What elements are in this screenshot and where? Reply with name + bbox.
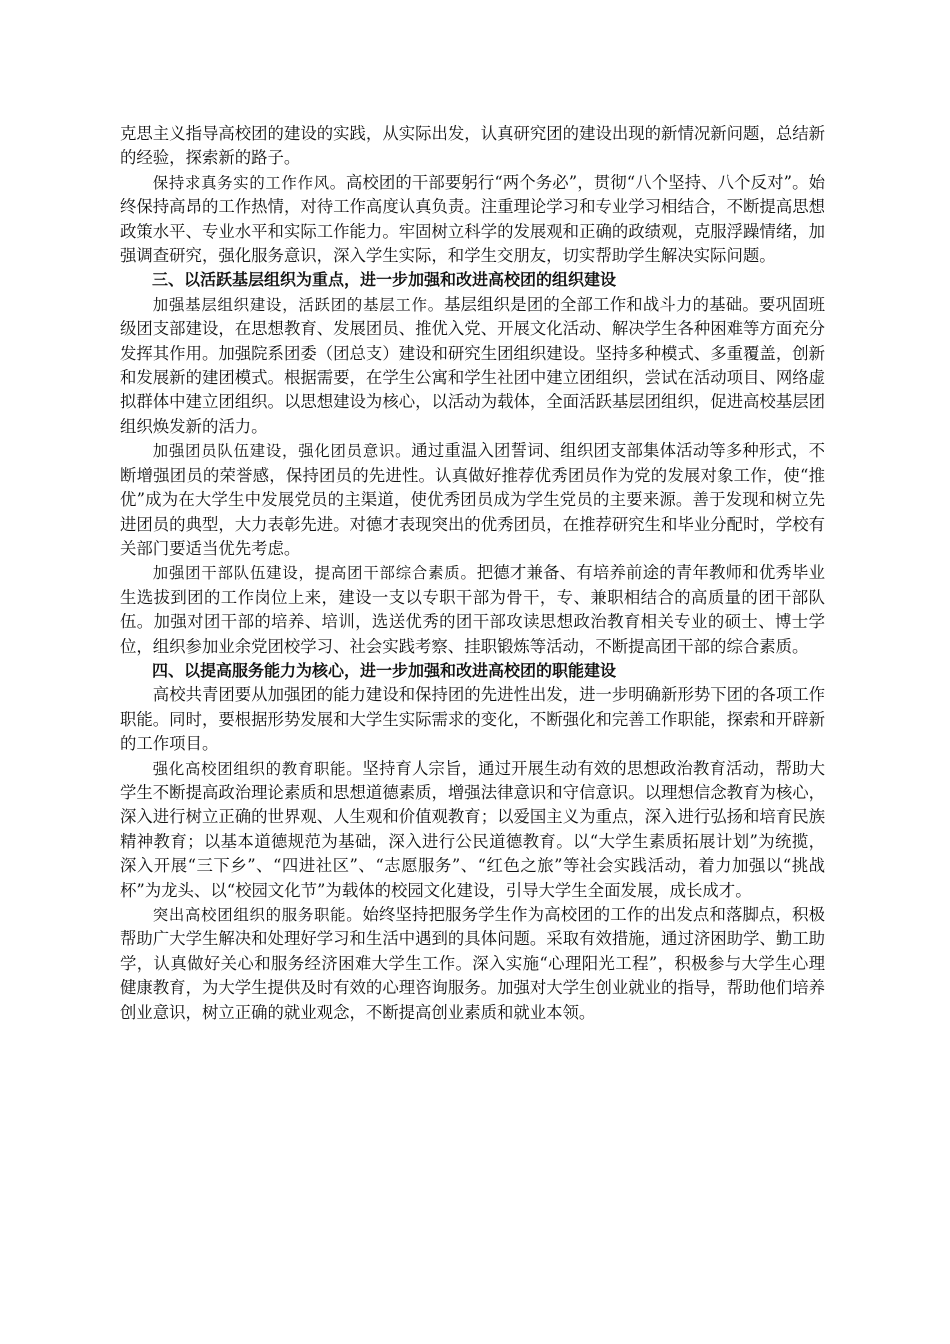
paragraph-text: 高校团的干部要躬行“两个务必”，贯彻“八个坚持、八个反对”。始终保持高昂的工作热情，对待工作高度认真负责。注重理论学习和专业学习相结合，不断提高思想政策水平、专业水平和实际工作能力。牢固树立科学的发展观和正确的政绩观，克服浮躁情绪，加强调查研究，强化服务意识，深入学生实际，和学生交朋友，切实帮助学生解决实际问题。 <box>120 172 825 266</box>
paragraph-continuation <box>120 122 825 171</box>
paragraph-lead: 加强团干部队伍建设，提高团干部综合素质。 <box>152 564 477 583</box>
paragraph-text: 始终坚持把服务学生作为高校团的工作的出发点和落脚点，积极帮助广大学生解决和处理好学习和生活中遇到的具体问题。采取有效措施，通过济困助学、勤工助学，认真做好关心和服务经济困难大学生工作。深入实施“心理阳光工程”，积极参与大学生心理健康教育，为大学生提供及时有效的心理咨询服务。加强对大学生创业就业的指导，帮助他们培养创业意识，树立正确的就业观念，不断提高创业素质和就业本领。 <box>120 905 825 1022</box>
paragraph-grassroots <box>120 293 825 439</box>
paragraph-lead: 保持求真务实的工作作风。 <box>152 173 346 192</box>
paragraph-lead: 加强基层组织建设，活跃团的基层工作。 <box>152 295 444 314</box>
paragraph-lead: 加强团员队伍建设，强化团员意识。 <box>152 442 412 461</box>
paragraph-lead: 突出高校团组织的服务职能。 <box>152 906 363 924</box>
paragraph-members <box>120 439 825 561</box>
paragraph-text: 克思主义指导高校团的建设的实践，从实际出发，认真研究团的建设出现的新情况新问题，总结新的经验，探索新的路子。 <box>120 124 825 168</box>
paragraph-text: 高校共青团要从加强团的能力建设和保持团的先进性出发，进一步明确新形势下团的各项工作职能。同时，要根据形势发展和大学生实际需求的变化，不断强化和完善工作职能，探索和开辟新的工作项目。 <box>120 685 825 754</box>
paragraph-cadres <box>120 561 825 659</box>
paragraph-functions-intro <box>120 683 825 756</box>
paragraph-text: 坚持育人宗旨，通过开展生动有效的思想政治教育活动，帮助大学生不断提高政治理论素质和思想道德素质，增强法律意识和守信意识。以理想信念教育为核心，深入进行树立正确的世界观、人生观和价值观教育；以爱国主义为重点，深入进行弘扬和培育民族精神教育；以基本道德规范为基础，深入进行公民道德教育。以“大学生素质拓展计划”为统揽，深入开展“三下乡”、“四进社区”、“志愿服务”、“红色之旅”等社会实践活动，着力加强以“挑战杯”为龙头、以“校园文化节”为载体的校园文化建设，引导大学生全面发展，成长成才。 <box>120 758 825 900</box>
section-heading-4: 四、以提高服务能力为核心，进一步加强和改进高校团的职能建设 <box>152 660 617 680</box>
section-heading-3: 三、以活跃基层组织为重点，进一步加强和改进高校团的组织建设 <box>152 270 617 290</box>
paragraph-education <box>120 757 825 903</box>
paragraph-text: 把德才兼备、有培养前途的青年教师和优秀毕业生选拔到团的工作岗位上来，建设一支以专职干部为骨干，专、兼职相结合的高质量的团干部队伍。加强对团干部的培养、培训，选送优秀的团干部攻读思想政治教育相关专业的硕士、博士学位，组织参加业余党团校学习、社会实践考察、挂职锻炼等活动，不断提高团干部的综合素质。 <box>120 563 825 656</box>
paragraph-service <box>120 903 825 1025</box>
paragraph-text: 基层组织是团的全部工作和战斗力的基础。要巩固班级团支部建设，在思想教育、发展团员、推优入党、开展文化活动、解决学生各种困难等方面充分发挥其作用。加强院系团委（团总支）建设和研究生团组织建设。坚持多种模式、多重覆盖，创新和发展新的建团模式。根据需要，在学生公寓和学生社团中建立团组织，尝试在活动项目、网络虚拟群体中建立团组织。以思想建设为核心，以活动为载体，全面活跃基层团组织，促进高校基层团组织焕发新的活力。 <box>120 294 825 436</box>
document-page <box>120 122 825 1025</box>
paragraph-lead: 强化高校团组织的教育职能。 <box>152 759 363 778</box>
paragraph-text: 通过重温入团誓词、组织团支部集体活动等多种形式，不断增强团员的荣誉感，保持团员的先进性。认真做好推荐优秀团员作为党的发展对象工作，使“推优”成为在大学生中发展党员的主渠道，使优秀团员成为学生党员的主要来源。善于发现和树立先进团员的典型，大力表彰先进。对德才表现突出的优秀团员，在推荐研究生和毕业分配时，学校有关部门要适当优先考虑。 <box>120 441 825 558</box>
paragraph-work-style <box>120 171 825 269</box>
